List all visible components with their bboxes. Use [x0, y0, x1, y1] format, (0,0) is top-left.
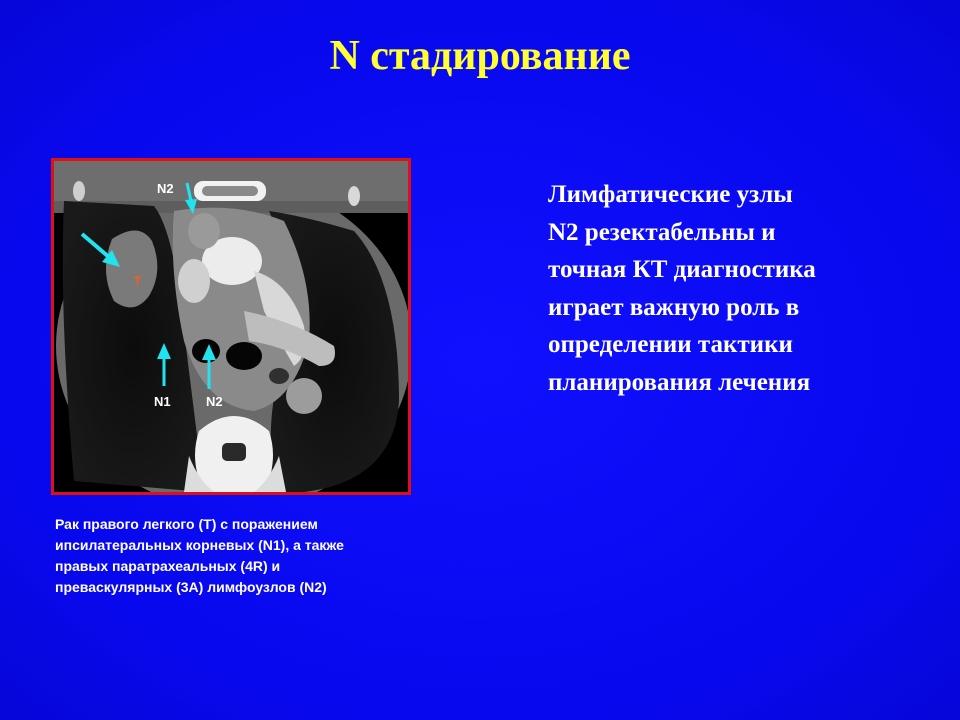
- label-n2-bottom: N2: [206, 394, 223, 409]
- figure-caption: Рак правого легкого (Т) с поражением ипсилатеральных корневых (N1), а также правых паратрахеальных (4R) и преваскулярных (3А) лимфоузлов (N2): [55, 516, 344, 595]
- label-n2-top: N2: [157, 181, 174, 196]
- body-text: Лимфатические узлы N2 резектабельны и точная КТ диагностика играет важную роль в определении тактики планирования лечения: [548, 181, 816, 396]
- ct-scan-image: [51, 158, 411, 495]
- ct-scan-drawing: [54, 161, 408, 492]
- label-n1: N1: [154, 394, 171, 409]
- slide-title: N стадирование: [329, 33, 631, 79]
- label-tumor: T: [134, 274, 142, 288]
